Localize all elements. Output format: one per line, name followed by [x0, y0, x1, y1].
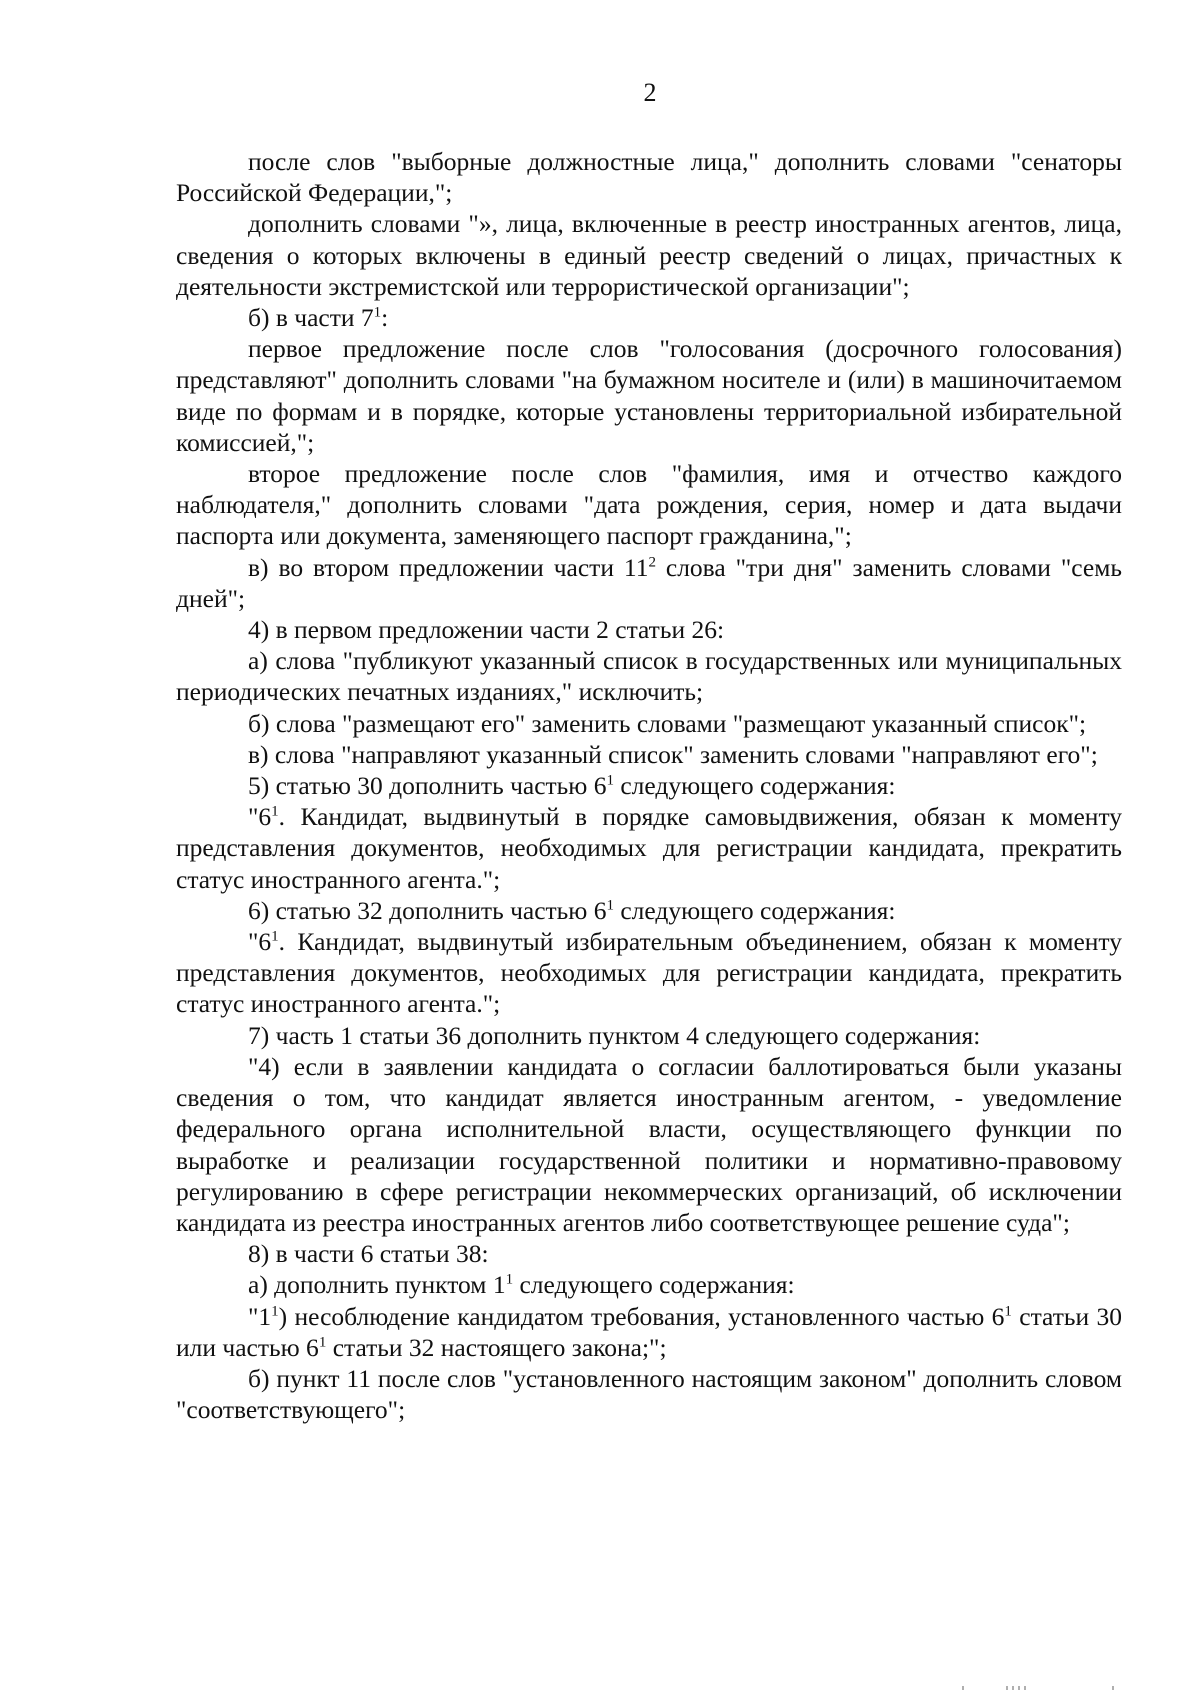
paragraph: а) дополнить пунктом $1^1$ следующего содержания: — [248, 1270, 795, 1300]
paragraph: в) слова "направляют указанный список" заменить словами "направляют его"; — [248, 739, 1098, 769]
paragraph: б) пункт 11 после слов "установленного настоящим законом" дополнить словом "соответствующего"; — [176, 1363, 1122, 1425]
paragraph: "4) если в заявлении кандидата о согласии баллотироваться были указаны сведения о том, что кандидат является иностранным агентом, - уведомление федерального органа исполнительной власти, осуществляющего функции по выработке и реализации государственной политики и нормативно-правовому регулированию в сфере регистрации некоммерческих организаций, об исключении кандидата из реестра иностранных агентов либо соответствующее решение суда"; — [176, 1051, 1122, 1237]
paragraph: 6) статью 32 дополнить частью $6^1$ следующего содержания: — [248, 895, 896, 925]
scan-artifact — [962, 1686, 1122, 1692]
paragraph: 7) часть 1 статьи 36 дополнить пунктом 4 следующего содержания: — [248, 1020, 981, 1050]
page-number: 2 — [643, 78, 657, 107]
paragraph: дополнить словами "», лица, включенные в реестр иностранных агентов, лица, сведения о которых включены в единый реестр сведений о лицах, причастных к деятельности экстремистской или террористической организации"; — [176, 209, 1122, 301]
paragraph: первое предложение после слов "голосования (досрочного голосования) представляют" дополнить словами "на бумажном носителе и (или) в машиночитаемом виде по формам и в порядке, которые установлены территориальной избирательной комиссией,"; — [176, 334, 1122, 457]
paragraph: после слов "выборные должностные лица," дополнить словами "сенаторы Российской Федерации,"; — [176, 147, 1122, 208]
document-body — [176, 146, 1122, 1425]
paragraph: "$6^1$. Кандидат, выдвинутый в порядке самовыдвижения, обязан к моменту представления документов, необходимых для регистрации кандидата, прекратить статус иностранного агента."; — [176, 802, 1122, 894]
paragraph: б) слова "размещают его" заменить словами "размещают указанный список"; — [248, 708, 1087, 738]
paragraph: 5) статью 30 дополнить частью $6^1$ следующего содержания: — [248, 771, 896, 801]
paragraph: второе предложение после слов "фамилия, имя и отчество каждого наблюдателя," дополнить словами "дата рождения, серия, номер и дата выдачи паспорта или документа, заменяющего паспорт гражданина,"; — [176, 459, 1122, 551]
paragraph: а) слова "публикуют указанный список в государственных или муниципальных периодических печатных изданиях," исключить; — [176, 646, 1122, 707]
paragraph: в) во втором предложении части $11^2$ слова "три дня" заменить словами "семь дней"; — [176, 552, 1122, 613]
paragraph: "$6^1$. Кандидат, выдвинутый избирательным объединением, обязан к моменту представления документов, необходимых для регистрации кандидата, прекратить статус иностранного агента."; — [176, 927, 1122, 1019]
paragraph: б) в части $7^1$: — [248, 303, 389, 333]
paragraph: 8) в части 6 статьи 38: — [248, 1239, 489, 1269]
paragraph: 4) в первом предложении части 2 статьи 26: — [248, 615, 725, 645]
paragraph: "$1^1$) несоблюдение кандидатом требования, установленного частью $6^1$ статьи 30 или частью $6^1$ статьи 32 настоящего закона;"; — [176, 1301, 1122, 1362]
